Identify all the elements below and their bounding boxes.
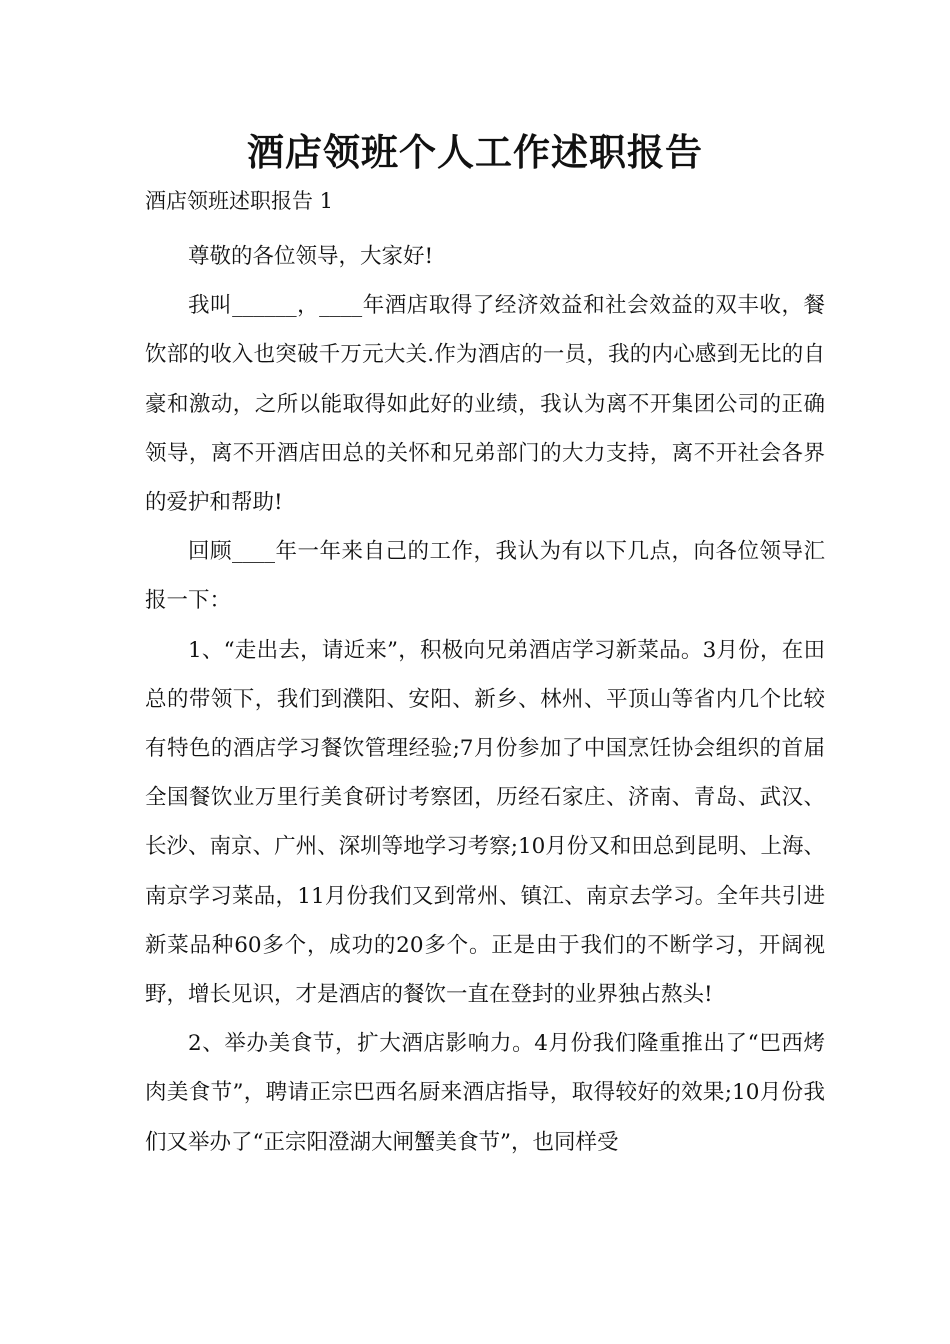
paragraph-point-2: 2、举办美食节，扩大酒店影响力。4月份我们隆重推出了“巴西烤肉美食节”，聘请正宗巴西名厨来酒店指导，取得较好的效果;10月份我们又举办了“正宗阳澄湖大闸蟹美食节”，也同样受 [145,1031,825,1155]
paragraph-point-1: 1、“走出去，请近来”，积极向兄弟酒店学习新菜品。3月份，在田总的带领下，我们到濮阳、安阳、新乡、林州、平顶山等省内几个比较有特色的酒店学习餐饮管理经验;7月份参加了中国烹饪协会组织的首届全国餐饮业万里行美食研讨考察团，历经石家庄、济南、青岛、武汉、长沙、南京、广州、深圳等地学习考察;10月份又和田总到昆明、上海、南京学习菜品，11月份我们又到常州、镇江、南京去学习。全年共引进新菜品种60多个，成功的20多个。正是由于我们的不断学习，开阔视野，增长见识，才是酒店的餐饮一直在登封的业界独占熬头! [145,637,825,1008]
paragraph-introduction: 我叫______，____年酒店取得了经济效益和社会效益的双丰收，餐饮部的收入也突破千万元大关.作为酒店的一员，我的内心感到无比的自豪和激动，之所以能取得如此好的业绩，我认为离不开集团公司的正确领导，离不开酒店田总的关怀和兄弟部门的大力支持，离不开社会各界的爱护和帮助! [145,293,825,516]
document-title: 酒店领班个人工作述职报告 [247,130,703,174]
document-body [145,232,825,1167]
paragraph-greeting: 尊敬的各位领导，大家好! [188,244,434,269]
paragraph-review: 回顾____年一年来自己的工作，我认为有以下几点，向各位领导汇报一下： [145,539,825,614]
document-subtitle: 酒店领班述职报告 1 [145,189,334,213]
